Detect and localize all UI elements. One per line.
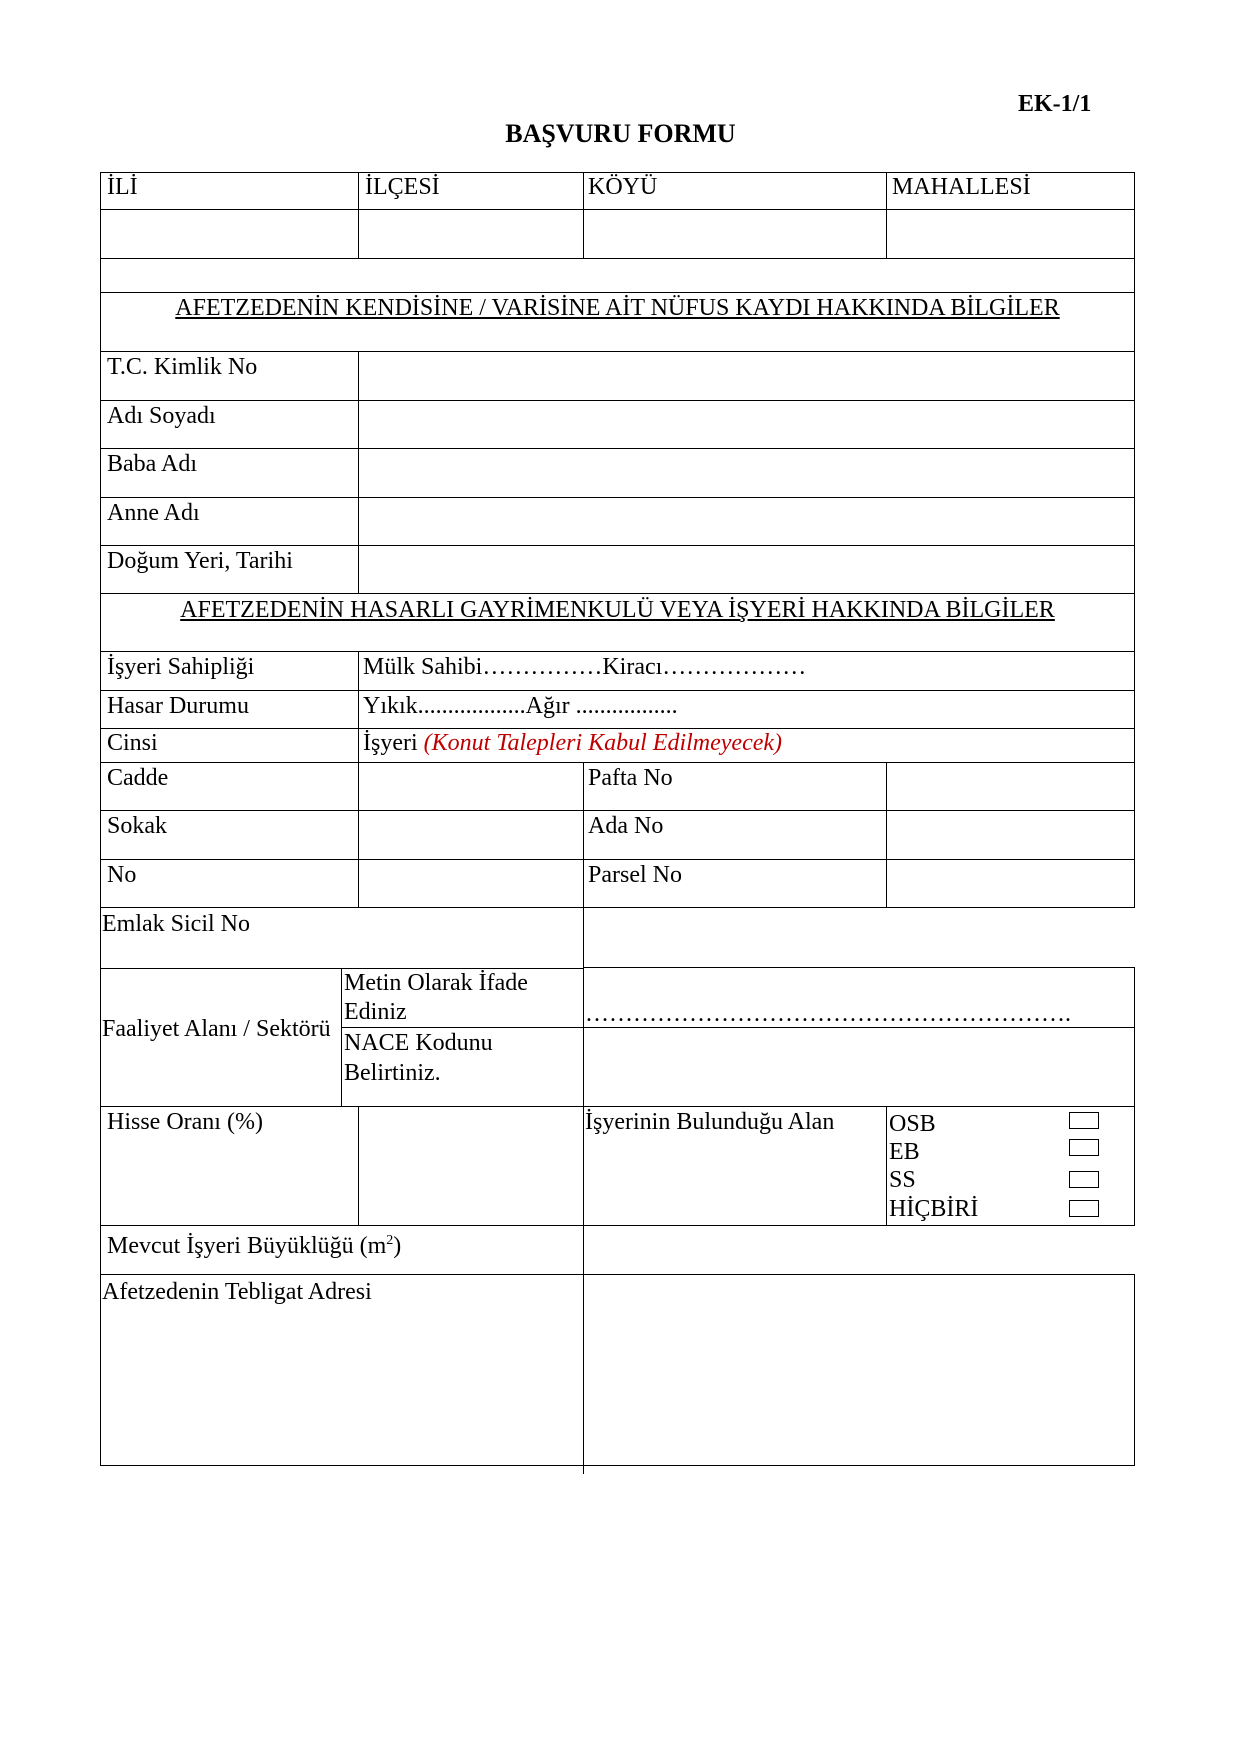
label-dogum-yeri: Doğum Yeri, Tarihi [107, 548, 293, 574]
type-value: İşyeri [363, 730, 418, 756]
label-sokak: Sokak [107, 813, 167, 839]
label-adi-soyadi: Adı Soyadı [107, 403, 216, 429]
label-hasar-durumu: Hasar Durumu [107, 693, 249, 719]
option-eb-label: EB [889, 1139, 920, 1165]
option-osb-checkbox[interactable] [1069, 1112, 1099, 1129]
label-hisse-orani: Hisse Oranı (%) [107, 1109, 263, 1135]
label-isyeri-sahipligi: İşyeri Sahipliği [107, 654, 255, 680]
label-metin-2: Ediniz [344, 999, 407, 1025]
header-ili: İLİ [107, 174, 138, 200]
activity-text-input[interactable]: ……………………………………………………. [585, 1001, 1071, 1027]
dogum-yeri-input[interactable] [359, 546, 1134, 593]
adi-soyadi-input[interactable] [359, 401, 1134, 448]
label-parsel-no: Parsel No [588, 862, 682, 888]
ilcesi-input[interactable] [359, 210, 583, 258]
option-ss-checkbox[interactable] [1069, 1171, 1099, 1188]
label-nace-2: Belirtiniz. [344, 1060, 441, 1086]
mahallesi-input[interactable] [887, 210, 1134, 258]
option-osb-label: OSB [889, 1111, 936, 1137]
sokak-input[interactable] [359, 811, 583, 859]
anne-adi-input[interactable] [359, 498, 1134, 545]
label-tebligat-adresi: Afetzedenin Tebligat Adresi [102, 1279, 372, 1305]
section-property-title: AFETZEDENİN HASARLI GAYRİMENKULÜ VEYA İŞYERİ HAKKINDA BİLGİLER [180, 597, 1055, 623]
label-isyeri-buyuklugu [107, 1227, 401, 1260]
label-ada-no: Ada No [588, 813, 664, 839]
header-mahallesi: MAHALLESİ [892, 174, 1031, 200]
label-baba-adi: Baba Adı [107, 451, 197, 477]
option-hicbiri-checkbox[interactable] [1069, 1200, 1099, 1217]
label-nace-1: NACE Kodunu [344, 1030, 493, 1056]
tebligat-adresi-input[interactable] [584, 1275, 1134, 1465]
type-note: (Konut Talepleri Kabul Edilmeyecek) [423, 730, 783, 756]
label-tc-kimlik: T.C. Kimlik No [107, 354, 258, 380]
ili-input[interactable] [101, 210, 358, 258]
baba-adi-input[interactable] [359, 449, 1134, 497]
koyu-input[interactable] [584, 210, 886, 258]
option-ss-label: SS [889, 1167, 916, 1193]
option-hicbiri-label: HİÇBİRİ [889, 1196, 979, 1222]
header-ilcesi: İLÇESİ [365, 174, 440, 200]
label-no: No [107, 862, 137, 888]
header-koyu: KÖYÜ [588, 174, 658, 200]
label-emlak-sicil-no: Emlak Sicil No [102, 911, 250, 937]
emlak-sicil-no-input[interactable] [584, 908, 1135, 967]
label-metin-1: Metin Olarak İfade [344, 970, 528, 996]
option-eb-checkbox[interactable] [1069, 1139, 1099, 1156]
label-cinsi: Cinsi [107, 730, 158, 756]
size-label-text: Mevcut İşyeri Büyüklüğü (m [107, 1233, 387, 1259]
parsel-no-input[interactable] [887, 860, 1134, 907]
form-code: EK-1/1 [1018, 91, 1092, 117]
label-isyeri-alani: İşyerinin Bulunduğu Alan [585, 1109, 835, 1135]
pafta-no-input[interactable] [887, 763, 1134, 810]
size-label-close: ) [393, 1233, 402, 1259]
type-line [363, 729, 782, 757]
page-title: BAŞVURU FORMU [505, 119, 736, 148]
tc-kimlik-input[interactable] [359, 352, 1134, 400]
section-population-title: AFETZEDENİN KENDİSİNE / VARİSİNE AİT NÜFUS KAYDI HAKKINDA BİLGİLER [175, 295, 1060, 321]
hisse-orani-input[interactable] [359, 1107, 583, 1225]
ownership-options[interactable]: Mülk Sahibi……………Kiracı……………… [363, 654, 807, 680]
label-pafta-no: Pafta No [588, 765, 673, 791]
no-input[interactable] [359, 860, 583, 907]
nace-code-input[interactable] [584, 1028, 1134, 1106]
cadde-input[interactable] [359, 763, 583, 810]
isyeri-buyuklugu-input[interactable] [584, 1226, 1135, 1274]
ada-no-input[interactable] [887, 811, 1134, 859]
label-anne-adi: Anne Adı [107, 500, 200, 526]
label-faaliyet-alani: Faaliyet Alanı / Sektörü [102, 1016, 331, 1042]
damage-options[interactable]: Yıkık..................Ağır ................. [363, 693, 678, 719]
size-label-sup: 2 [386, 1233, 394, 1248]
label-cadde: Cadde [107, 765, 169, 791]
